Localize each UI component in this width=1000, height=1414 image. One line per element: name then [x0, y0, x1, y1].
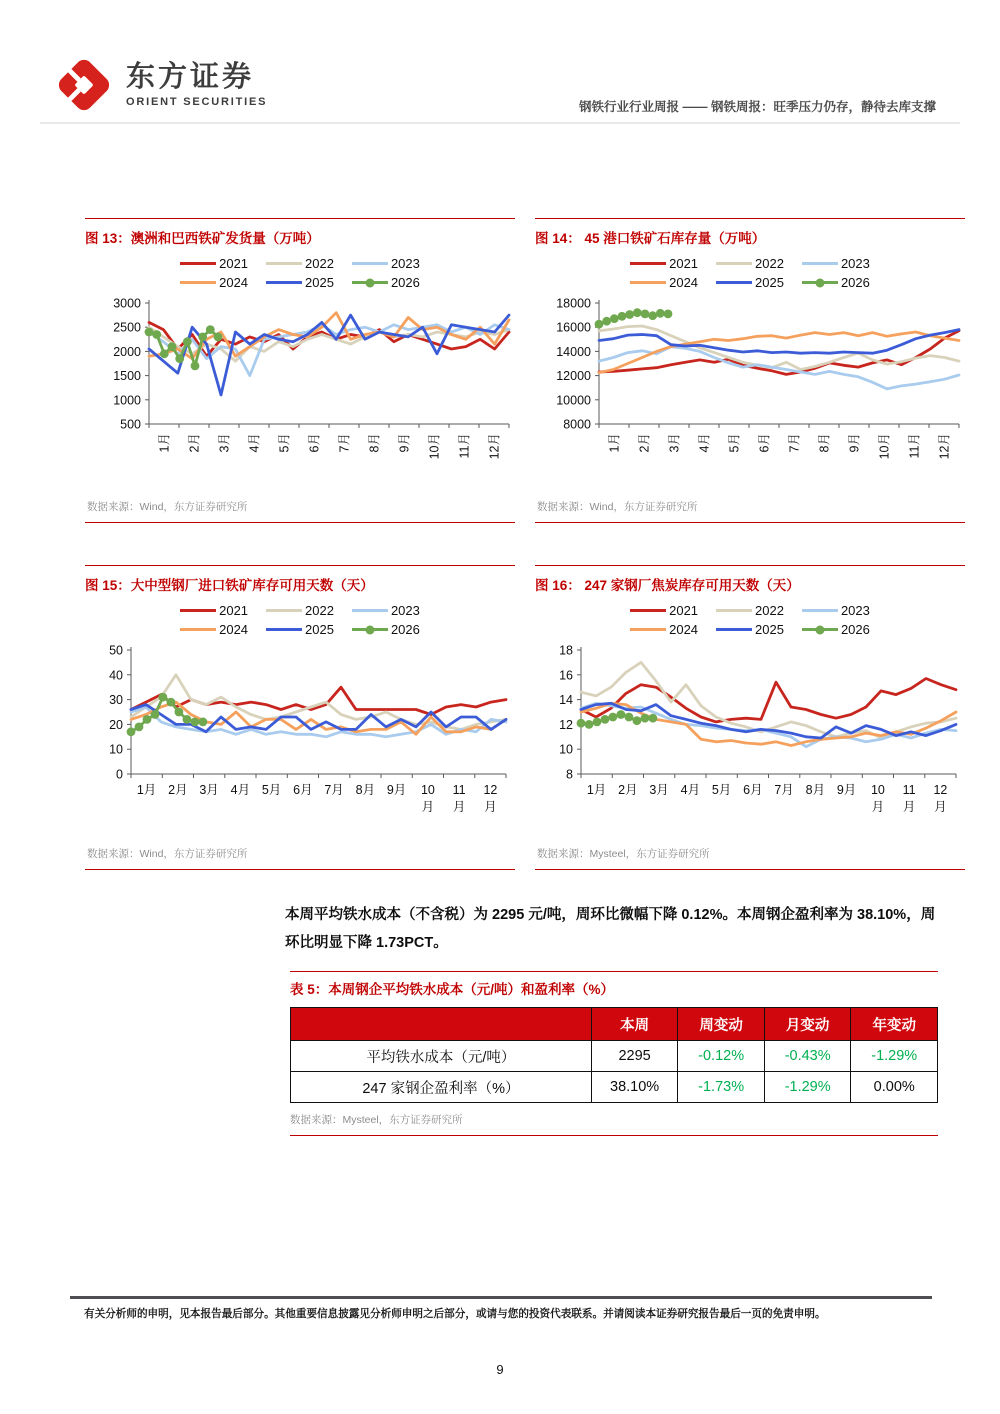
svg-text:8月: 8月	[817, 433, 832, 453]
table-cell: 247 家钢企盈利率（%）	[291, 1072, 592, 1103]
legend-item-2024: 2024	[180, 275, 248, 290]
svg-text:7月: 7月	[324, 783, 344, 797]
figure-14-legend	[535, 252, 965, 294]
svg-text:11: 11	[902, 783, 916, 797]
svg-text:4月: 4月	[680, 783, 701, 797]
legend-item-2022: 2022	[266, 256, 334, 271]
svg-text:5月: 5月	[727, 433, 742, 453]
figure-15-chart	[85, 643, 515, 839]
svg-text:1500: 1500	[113, 369, 141, 384]
svg-text:20: 20	[109, 717, 123, 732]
legend-item-2023: 2023	[352, 603, 420, 618]
svg-text:2月: 2月	[637, 433, 652, 453]
figure-16-legend	[535, 599, 965, 641]
svg-text:16000: 16000	[556, 320, 591, 335]
table-5-title: 表 5：本周钢企平均铁水成本（元/吨）和盈利率（%）	[290, 982, 615, 997]
footer-disclaimer: 有关分析师的申明，见本报告最后部分。其他重要信息披露见分析师申明之后部分，或请与您的投资代表联系。并请阅读本证券研究报告最后一页的免责申明。	[84, 1308, 826, 1320]
table-cell: -1.29%	[851, 1041, 938, 1072]
table-row	[291, 1041, 938, 1072]
figure-16-source: 数据来源：Mysteel，东方证券研究所	[537, 848, 710, 860]
legend-swatch-icon	[802, 281, 838, 285]
svg-text:2500: 2500	[113, 320, 141, 335]
legend-item-2021: 2021	[630, 256, 698, 271]
legend-item-2025: 2025	[266, 275, 334, 290]
table-5-source: 数据来源：Mysteel，东方证券研究所	[290, 1114, 463, 1126]
table-header-row	[291, 1008, 938, 1041]
table-cell: -0.12%	[678, 1041, 765, 1072]
legend-swatch-icon	[630, 262, 666, 266]
legend-swatch-icon	[180, 609, 216, 613]
svg-text:12月: 12月	[487, 433, 502, 460]
logo-text-en: ORIENT SECURITIES	[126, 96, 268, 109]
svg-text:3000: 3000	[113, 296, 141, 311]
svg-text:4月: 4月	[697, 433, 712, 453]
svg-text:10月: 10月	[427, 433, 442, 460]
svg-text:5月: 5月	[711, 783, 732, 797]
svg-text:3月: 3月	[217, 433, 232, 453]
legend-item-2026: 2026	[802, 622, 870, 637]
table-cell: -1.73%	[678, 1072, 765, 1103]
svg-text:14: 14	[559, 693, 573, 708]
svg-text:6月: 6月	[743, 783, 763, 797]
legend-swatch-icon	[716, 628, 752, 632]
svg-text:30: 30	[109, 693, 123, 708]
legend-item-2024: 2024	[180, 622, 248, 637]
figure-13-legend	[85, 252, 515, 294]
legend-swatch-icon	[802, 609, 838, 613]
figure-13	[85, 218, 515, 523]
footer-divider	[70, 1296, 932, 1299]
legend-swatch-icon	[352, 281, 388, 285]
svg-text:6月: 6月	[757, 433, 772, 453]
svg-text:12: 12	[933, 783, 948, 797]
legend-item-2025: 2025	[716, 275, 784, 290]
figure-15-title: 图 15：大中型钢厂进口铁矿库存可用天数（天）	[85, 578, 374, 593]
legend-swatch-icon	[180, 262, 216, 266]
orient-securities-logo-icon	[55, 56, 113, 114]
table-cell: -0.43%	[764, 1041, 851, 1072]
svg-text:月: 月	[871, 800, 885, 814]
svg-text:2月: 2月	[618, 783, 638, 797]
svg-text:3月: 3月	[667, 433, 682, 453]
legend-item-2023: 2023	[802, 256, 870, 271]
table-col-header: 年变动	[851, 1008, 938, 1041]
legend-item-2021: 2021	[630, 603, 698, 618]
svg-text:10: 10	[559, 742, 573, 757]
header-divider	[40, 122, 960, 124]
svg-text:14000: 14000	[556, 344, 591, 359]
svg-text:4月: 4月	[247, 433, 262, 453]
svg-text:2000: 2000	[113, 344, 141, 359]
svg-text:8月: 8月	[805, 783, 826, 797]
cost-profit-table	[290, 1007, 938, 1103]
svg-text:10月: 10月	[877, 433, 892, 460]
svg-text:5月: 5月	[261, 783, 282, 797]
svg-text:4月: 4月	[230, 783, 251, 797]
legend-swatch-icon	[266, 628, 302, 632]
table-col-header: 本周	[591, 1008, 678, 1041]
figure-16	[535, 565, 965, 870]
svg-text:9月: 9月	[397, 433, 412, 453]
svg-text:3月: 3月	[649, 783, 669, 797]
svg-text:7月: 7月	[787, 433, 802, 453]
svg-text:0: 0	[116, 767, 123, 782]
table-row	[291, 1072, 938, 1103]
page-number: 9	[496, 1362, 504, 1377]
legend-swatch-icon	[716, 281, 752, 285]
svg-text:3月: 3月	[199, 783, 219, 797]
table-cell: 2295	[591, 1041, 678, 1072]
legend-swatch-icon	[266, 281, 302, 285]
legend-item-2024: 2024	[630, 275, 698, 290]
legend-item-2026: 2026	[802, 275, 870, 290]
svg-text:1月: 1月	[157, 433, 172, 453]
svg-text:2月: 2月	[187, 433, 202, 453]
legend-swatch-icon	[180, 628, 216, 632]
legend-item-2023: 2023	[802, 603, 870, 618]
svg-text:1000: 1000	[113, 393, 141, 408]
svg-text:月: 月	[902, 800, 916, 814]
table-col-header: 周变动	[678, 1008, 765, 1041]
figure-14-title: 图 14： 45 港口铁矿石库存量（万吨）	[535, 231, 766, 246]
svg-text:16: 16	[559, 668, 573, 683]
legend-item-2025: 2025	[716, 622, 784, 637]
svg-text:11月: 11月	[457, 433, 472, 459]
figure-16-title: 图 16： 247 家钢厂焦炭库存可用天数（天）	[535, 578, 800, 593]
svg-text:10: 10	[109, 742, 123, 757]
legend-item-2022: 2022	[716, 256, 784, 271]
figure-14-chart	[535, 296, 965, 492]
summary-paragraph: 本周平均铁水成本（不含税）为 2295 元/吨，周环比微幅下降 0.12%。本周钢企盈利率为 38.10%，周环比明显下降 1.73PCT。	[285, 907, 936, 952]
brand-logo	[55, 56, 267, 114]
svg-text:12000: 12000	[556, 369, 591, 384]
svg-text:2月: 2月	[168, 783, 188, 797]
svg-text:12月: 12月	[937, 433, 952, 460]
svg-text:9月: 9月	[847, 433, 862, 453]
legend-item-2022: 2022	[716, 603, 784, 618]
legend-swatch-icon	[266, 609, 302, 613]
svg-text:12: 12	[559, 717, 573, 732]
figure-13-title: 图 13：澳洲和巴西铁矿发货量（万吨）	[85, 231, 320, 246]
legend-swatch-icon	[266, 262, 302, 266]
svg-text:6月: 6月	[307, 433, 322, 453]
legend-item-2024: 2024	[630, 622, 698, 637]
logo-text-cn: 东方证券	[126, 60, 255, 93]
svg-text:6月: 6月	[293, 783, 313, 797]
svg-text:月: 月	[934, 800, 947, 814]
legend-item-2026: 2026	[352, 275, 420, 290]
figure-15-source: 数据来源：Wind，东方证券研究所	[87, 848, 248, 860]
figure-16-chart	[535, 643, 965, 839]
table-col-header: 月变动	[764, 1008, 851, 1041]
figure-13-source: 数据来源：Wind，东方证券研究所	[87, 501, 248, 513]
svg-text:5月: 5月	[277, 433, 292, 453]
svg-text:1月: 1月	[136, 783, 157, 797]
legend-item-2021: 2021	[180, 256, 248, 271]
table-col-header	[291, 1008, 592, 1041]
legend-swatch-icon	[716, 262, 752, 266]
svg-text:11月: 11月	[907, 433, 922, 459]
svg-text:10: 10	[870, 783, 885, 797]
figure-14-source: 数据来源：Wind，东方证券研究所	[537, 501, 698, 513]
svg-text:7月: 7月	[337, 433, 352, 453]
figure-15-legend	[85, 599, 515, 641]
legend-swatch-icon	[802, 262, 838, 266]
svg-text:月: 月	[421, 800, 435, 814]
legend-swatch-icon	[352, 628, 388, 632]
svg-text:7月: 7月	[774, 783, 794, 797]
svg-text:月: 月	[452, 800, 466, 814]
legend-swatch-icon	[716, 609, 752, 613]
figure-14	[535, 218, 965, 523]
report-title: 钢铁行业行业周报 —— 钢铁周报：旺季压力仍存，静待去库支撑	[579, 100, 936, 114]
legend-swatch-icon	[180, 281, 216, 285]
svg-text:9月: 9月	[386, 783, 407, 797]
legend-swatch-icon	[630, 609, 666, 613]
svg-text:18000: 18000	[556, 296, 591, 311]
svg-text:40: 40	[109, 668, 123, 683]
figure-15	[85, 565, 515, 870]
legend-item-2025: 2025	[266, 622, 334, 637]
legend-item-2022: 2022	[266, 603, 334, 618]
svg-text:8月: 8月	[355, 783, 376, 797]
legend-swatch-icon	[802, 628, 838, 632]
table-cell: 38.10%	[591, 1072, 678, 1103]
svg-text:8: 8	[566, 767, 573, 782]
table-cell: 0.00%	[851, 1072, 938, 1103]
svg-text:1月: 1月	[607, 433, 622, 453]
svg-text:9月: 9月	[836, 783, 857, 797]
legend-swatch-icon	[352, 609, 388, 613]
svg-text:8月: 8月	[367, 433, 382, 453]
figure-13-chart	[85, 296, 515, 492]
svg-text:18: 18	[559, 643, 573, 658]
svg-text:50: 50	[109, 643, 123, 658]
svg-text:12: 12	[483, 783, 498, 797]
legend-item-2026: 2026	[352, 622, 420, 637]
svg-text:10000: 10000	[556, 393, 591, 408]
svg-text:1月: 1月	[586, 783, 607, 797]
svg-text:500: 500	[120, 417, 141, 432]
legend-swatch-icon	[630, 628, 666, 632]
svg-text:8000: 8000	[563, 417, 591, 432]
table-5-block	[290, 971, 938, 1136]
legend-item-2023: 2023	[352, 256, 420, 271]
table-cell: 平均铁水成本（元/吨）	[291, 1041, 592, 1072]
legend-swatch-icon	[630, 281, 666, 285]
svg-text:月: 月	[484, 800, 497, 814]
legend-item-2021: 2021	[180, 603, 248, 618]
svg-text:10: 10	[420, 783, 435, 797]
legend-swatch-icon	[352, 262, 388, 266]
table-cell: -1.29%	[764, 1072, 851, 1103]
svg-text:11: 11	[452, 783, 466, 797]
